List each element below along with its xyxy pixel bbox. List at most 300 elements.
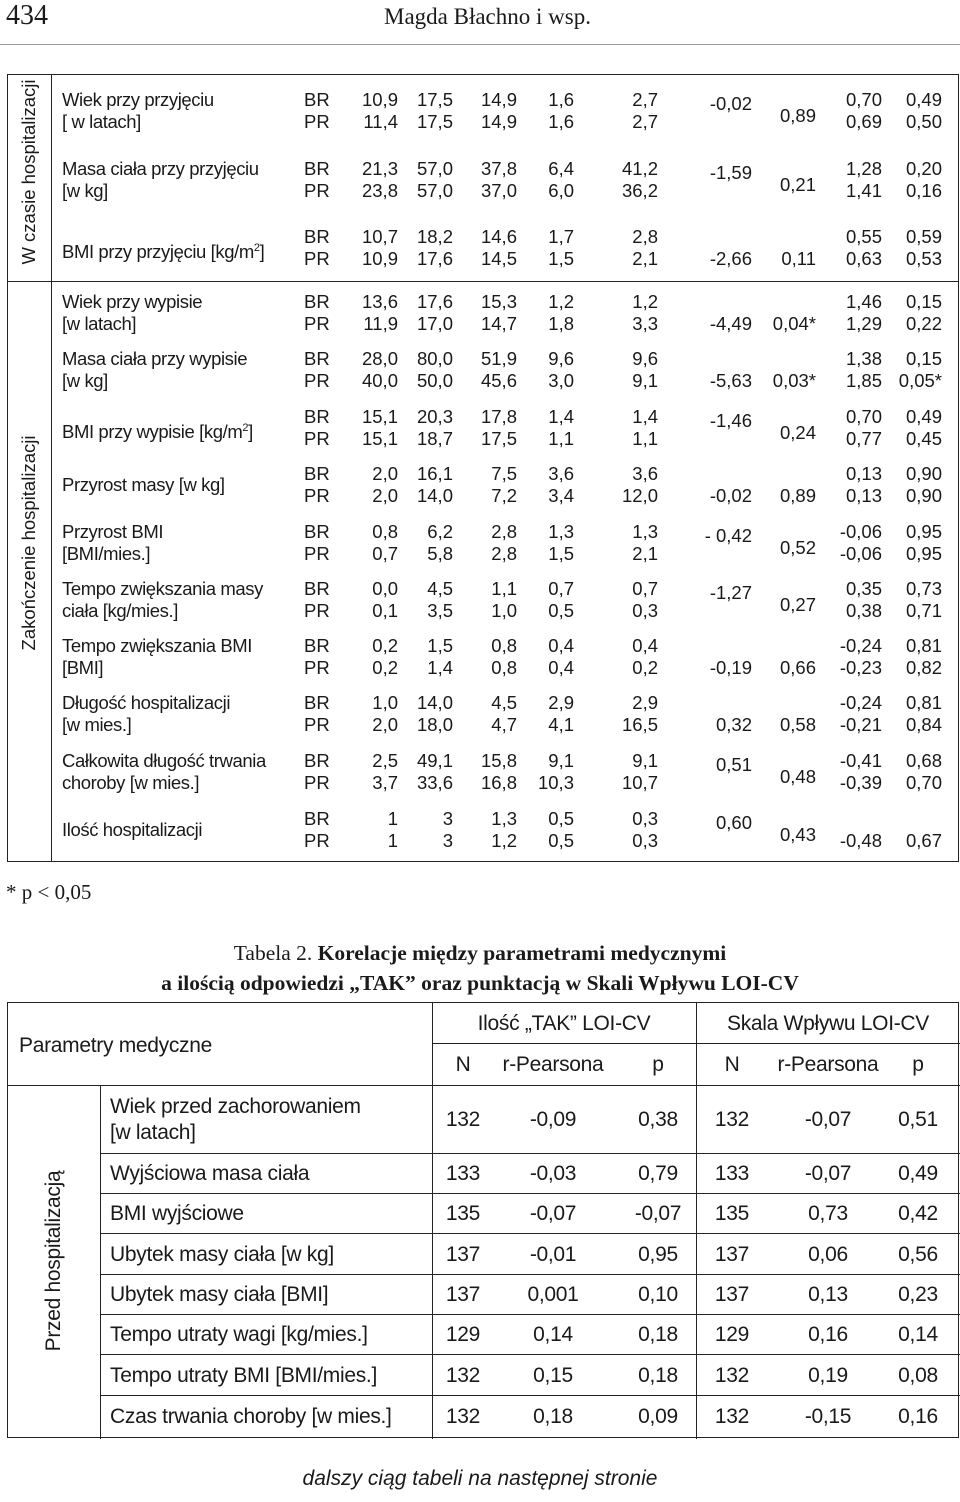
row-label xyxy=(62,348,247,392)
stat-value: 0,69 xyxy=(845,111,882,132)
row-label xyxy=(110,1322,368,1348)
t-statistic: -0,02 xyxy=(709,93,752,114)
row-label-line: Czas trwania choroby [w mies.] xyxy=(110,1405,392,1428)
table-row xyxy=(8,348,958,392)
t-statistic: -0,19 xyxy=(709,657,752,678)
stat-value: 1,1 xyxy=(548,428,574,449)
row-label-line: choroby [w mies.] xyxy=(62,772,200,793)
stat-value: 1,29 xyxy=(845,313,882,334)
stat-value: 14,9 xyxy=(480,89,517,110)
group-code: PR xyxy=(304,600,330,621)
row-label-line: Ilość hospitalizacji xyxy=(62,819,203,840)
stat-value: 4,7 xyxy=(491,714,517,735)
stat-value: 21,3 xyxy=(361,158,398,179)
cell-value: -0,15 xyxy=(804,1405,852,1428)
stat-value: 17,5 xyxy=(480,428,517,449)
stat-value: 0,3 xyxy=(632,808,658,829)
stat-value: 0,4 xyxy=(548,635,574,656)
p-value: 0,24 xyxy=(779,422,816,443)
stat-value: 0,16 xyxy=(905,180,942,201)
stat-value: -0,06 xyxy=(839,521,882,542)
stat-value: 9,1 xyxy=(632,750,658,771)
row-label-line: Przyrost masy [w kg] xyxy=(62,474,225,495)
stat-value: 1,3 xyxy=(491,808,517,829)
stat-value: 16,8 xyxy=(480,772,517,793)
p-value: 0,27 xyxy=(779,594,816,615)
stat-value: 0,2 xyxy=(372,635,398,656)
stat-value: 14,0 xyxy=(416,485,453,506)
table-rule xyxy=(100,1314,960,1315)
stat-value: 37,8 xyxy=(480,158,517,179)
table-caption xyxy=(0,938,960,998)
cell-value: -0,01 xyxy=(529,1242,577,1266)
stat-value: 15,1 xyxy=(361,406,398,427)
cell-value: 0,08 xyxy=(898,1363,938,1387)
row-label-line: [ w latach] xyxy=(62,111,141,132)
row-label xyxy=(110,1242,334,1268)
stat-value: -0,23 xyxy=(839,657,882,678)
stat-value: 2,8 xyxy=(632,226,658,247)
stat-value: 12,0 xyxy=(621,485,658,506)
stat-value: 1,5 xyxy=(548,248,574,269)
stat-value: 4,5 xyxy=(491,692,517,713)
header-group-tak: Ilość „TAK” LOI-CV xyxy=(477,1012,651,1035)
row-label-line: Tempo utraty BMI [BMI/mies.] xyxy=(110,1363,377,1387)
stat-value: 2,8 xyxy=(491,543,517,564)
cell-value: 0,09 xyxy=(638,1405,678,1428)
cell-value: -0,07 xyxy=(634,1202,682,1225)
stat-value: -0,39 xyxy=(839,772,882,793)
stat-value: 0,3 xyxy=(632,830,658,851)
stat-value: 0,1 xyxy=(372,600,398,621)
cell-value: 0,42 xyxy=(898,1202,938,1225)
stat-value: 0,5 xyxy=(548,808,574,829)
subheader: p xyxy=(912,1053,924,1076)
p-value: 0,89 xyxy=(779,485,816,506)
table-rule xyxy=(100,1395,960,1396)
stat-value: 0,05* xyxy=(898,370,942,391)
cell-value: 129 xyxy=(445,1323,481,1346)
table-rule xyxy=(100,1354,960,1355)
stat-value: 37,0 xyxy=(480,180,517,201)
stat-value: 3 xyxy=(442,830,453,851)
side-label-przed: Przed hospitalizacją xyxy=(42,1170,65,1352)
p-value: 0,52 xyxy=(779,537,816,558)
section-label-discharge: Zakończenie hospitalizacji xyxy=(18,435,39,651)
page-header xyxy=(0,0,960,45)
stat-value: 80,0 xyxy=(416,348,453,369)
row-label-line: Wiek przy wypisie xyxy=(62,291,203,312)
cell-value: -0,03 xyxy=(529,1162,577,1185)
stat-value: 1,3 xyxy=(548,521,574,542)
row-label-line: [BMI] xyxy=(62,657,104,678)
group-code: PR xyxy=(304,485,330,506)
row-label-line: [w kg] xyxy=(62,370,108,391)
stat-value: 6,2 xyxy=(427,521,453,542)
t-statistic: -1,59 xyxy=(709,162,752,183)
row-label xyxy=(62,521,163,565)
stat-value: -0,41 xyxy=(839,750,882,771)
stat-value: 0,15 xyxy=(905,348,942,369)
stat-value: 1,2 xyxy=(548,291,574,312)
group-code: PR xyxy=(304,543,330,564)
cell-value: 0,23 xyxy=(898,1283,938,1306)
group-code: PR xyxy=(304,714,330,735)
stat-value: 0,2 xyxy=(632,657,658,678)
stat-value: 3 xyxy=(442,808,453,829)
row-label-text: BMI przy wypisie [kg/m xyxy=(62,421,243,443)
stat-value: 17,6 xyxy=(416,248,453,269)
table-row xyxy=(8,521,958,565)
row-label xyxy=(62,417,253,443)
stat-value: 33,6 xyxy=(416,772,453,793)
stat-value: 1,3 xyxy=(632,521,658,542)
group-code: PR xyxy=(304,248,330,269)
header-parametry: Parametry medyczne xyxy=(19,1034,213,1057)
stat-value: 0,59 xyxy=(905,226,942,247)
group-code: BR xyxy=(304,226,330,247)
cell-value: -0,07 xyxy=(804,1162,852,1185)
group-code: BR xyxy=(304,750,330,771)
p-value: 0,21 xyxy=(779,174,816,195)
stat-value: 0,70 xyxy=(845,406,882,427)
stat-value: 17,6 xyxy=(416,291,453,312)
stat-value: 1,46 xyxy=(845,291,882,312)
row-label xyxy=(62,291,202,335)
stat-value: 6,4 xyxy=(548,158,574,179)
t-statistic: -1,27 xyxy=(709,582,752,603)
stat-value: 9,1 xyxy=(548,750,574,771)
stat-value: 14,7 xyxy=(480,313,517,334)
row-label-text: BMI przy przyjęciu [kg/m xyxy=(62,241,254,263)
stat-value: 18,2 xyxy=(416,226,453,247)
stat-value: 40,0 xyxy=(361,370,398,391)
stat-value: 3,4 xyxy=(548,485,574,506)
row-label xyxy=(110,1201,244,1227)
group-code: PR xyxy=(304,772,330,793)
table-row xyxy=(8,158,958,202)
group-code: PR xyxy=(304,313,330,334)
t-statistic: 0,32 xyxy=(715,714,752,735)
stat-value: 3,5 xyxy=(427,600,453,621)
row-label-line: [w latach] xyxy=(62,313,137,334)
stat-value: 0,2 xyxy=(372,657,398,678)
stat-value: 0,8 xyxy=(491,657,517,678)
p-value: 0,66 xyxy=(779,657,816,678)
cell-value: 0,001 xyxy=(527,1283,579,1306)
section-divider xyxy=(8,281,958,282)
stat-value: 0,95 xyxy=(905,521,942,542)
cell-value: 0,79 xyxy=(638,1162,678,1185)
cell-value: 0,14 xyxy=(898,1323,938,1346)
row-label xyxy=(110,1404,392,1430)
stat-value: 0,81 xyxy=(905,635,942,656)
stat-value: 0,35 xyxy=(845,578,882,599)
p-value: 0,04* xyxy=(772,313,816,334)
stat-value: 0,71 xyxy=(905,600,942,621)
cell-value: 0,16 xyxy=(808,1323,848,1346)
group-code: PR xyxy=(304,657,330,678)
cell-value: 135 xyxy=(445,1202,481,1225)
table-row xyxy=(8,89,958,133)
stat-value: 2,0 xyxy=(372,485,398,506)
stat-value: 0,5 xyxy=(548,830,574,851)
row-label-suffix: ] xyxy=(259,241,265,263)
header-group-skala: Skala Wpływu LOI-CV xyxy=(726,1012,930,1035)
p-value: 0,03* xyxy=(772,370,816,391)
running-head-authors: Magda Błachno i wsp. xyxy=(384,4,591,29)
stat-value: 0,20 xyxy=(905,158,942,179)
stat-value: 18,0 xyxy=(416,714,453,735)
stat-value: 3,0 xyxy=(548,370,574,391)
cell-value: 0,73 xyxy=(808,1202,848,1225)
row-label xyxy=(62,750,266,794)
stat-value: -0,24 xyxy=(839,635,882,656)
group-code: BR xyxy=(304,808,330,829)
stat-value: 57,0 xyxy=(416,158,453,179)
stat-value: 0,49 xyxy=(905,89,942,110)
stat-value: 17,5 xyxy=(416,111,453,132)
stat-value: 5,8 xyxy=(427,543,453,564)
stat-value: 0,81 xyxy=(905,692,942,713)
stat-value: 41,2 xyxy=(621,158,658,179)
table-row xyxy=(8,291,958,335)
stat-value: 0,13 xyxy=(845,463,882,484)
stat-value: 1,6 xyxy=(548,111,574,132)
stat-value: 10,9 xyxy=(361,89,398,110)
cell-value: 0,18 xyxy=(533,1405,573,1428)
stat-value: 36,2 xyxy=(621,180,658,201)
cell-value: -0,07 xyxy=(529,1202,577,1225)
cell-value: 132 xyxy=(445,1363,481,1387)
row-label xyxy=(62,158,259,202)
group-code: PR xyxy=(304,830,330,851)
stat-value: 14,5 xyxy=(480,248,517,269)
stat-value: 10,3 xyxy=(537,772,574,793)
stat-value: 7,2 xyxy=(491,485,517,506)
row-label-line: Tempo zwiększania BMI xyxy=(62,635,253,656)
stat-value: 2,9 xyxy=(632,692,658,713)
stat-value: 1,0 xyxy=(372,692,398,713)
stat-value: 4,5 xyxy=(427,578,453,599)
stat-value: 14,0 xyxy=(416,692,453,713)
cell-value: 0,56 xyxy=(898,1242,938,1266)
p-value: 0,89 xyxy=(779,105,816,126)
stat-value: 1,85 xyxy=(845,370,882,391)
stat-value: 1,4 xyxy=(632,406,658,427)
t-statistic: -5,63 xyxy=(709,370,752,391)
group-code: BR xyxy=(304,158,330,179)
stat-value: 1,4 xyxy=(548,406,574,427)
row-label-line: [w kg] xyxy=(62,180,108,201)
row-label-line: Całkowita długość trwania xyxy=(62,750,266,771)
group-code: PR xyxy=(304,111,330,132)
stat-value: 28,0 xyxy=(361,348,398,369)
caption-prefix: Tabela 2. xyxy=(233,941,313,965)
stat-value: 1,5 xyxy=(427,635,453,656)
stat-value: 1 xyxy=(387,830,398,851)
stat-value: 0,73 xyxy=(905,578,942,599)
stat-value: 17,0 xyxy=(416,313,453,334)
table-row xyxy=(8,226,958,270)
row-label xyxy=(62,237,264,263)
stat-value: 0,4 xyxy=(548,657,574,678)
stat-value: 2,5 xyxy=(372,750,398,771)
row-label-line: ciała [kg/mies.] xyxy=(62,600,178,621)
row-label xyxy=(110,1161,309,1187)
t-statistic: -2,66 xyxy=(709,248,752,269)
stat-value: 0,22 xyxy=(905,313,942,334)
stat-value: 6,0 xyxy=(548,180,574,201)
stat-value: 3,3 xyxy=(632,313,658,334)
row-label xyxy=(110,1363,377,1389)
stat-value: 0,7 xyxy=(632,578,658,599)
stat-value: 0,7 xyxy=(548,578,574,599)
stat-value: 0,95 xyxy=(905,543,942,564)
stat-value: 9,6 xyxy=(632,348,658,369)
table-row xyxy=(8,692,958,736)
group-code: PR xyxy=(304,428,330,449)
cell-value: 0,18 xyxy=(638,1363,678,1387)
stat-value: 0,38 xyxy=(845,600,882,621)
table-rule xyxy=(100,1153,960,1154)
stat-value: 1,6 xyxy=(548,89,574,110)
stat-value: 2,0 xyxy=(372,714,398,735)
continued-note: dalszy ciąg tabeli na następnej stronie xyxy=(302,1467,658,1490)
stat-value: 0,50 xyxy=(905,111,942,132)
stat-value: 4,1 xyxy=(548,714,574,735)
stat-value: 14,6 xyxy=(480,226,517,247)
stat-value: 13,6 xyxy=(361,291,398,312)
p-value: 0,58 xyxy=(779,714,816,735)
cell-value: 137 xyxy=(714,1242,750,1266)
row-label-line: Wiek przed zachorowaniem xyxy=(110,1095,361,1118)
stat-value: 2,0 xyxy=(372,463,398,484)
cell-value: 132 xyxy=(445,1108,481,1131)
stat-value: 0,68 xyxy=(905,750,942,771)
stat-value: 18,7 xyxy=(416,428,453,449)
cell-value: -0,07 xyxy=(804,1108,852,1131)
stat-value: 2,7 xyxy=(632,89,658,110)
caption-title-1: Korelacje między parametrami medycznymi xyxy=(317,941,727,965)
stat-value: 51,9 xyxy=(480,348,517,369)
stat-value: 3,6 xyxy=(548,463,574,484)
cell-value: 137 xyxy=(445,1283,481,1306)
row-label-line: Masa ciała przy przyjęciu xyxy=(62,158,259,179)
stat-value: 3,7 xyxy=(372,772,398,793)
stat-value: 1,2 xyxy=(632,291,658,312)
stat-value: 10,7 xyxy=(361,226,398,247)
stat-value: 1,0 xyxy=(491,600,517,621)
table-rule xyxy=(100,1193,960,1194)
table-correlations xyxy=(7,1002,959,1438)
stat-value: 0,55 xyxy=(845,226,882,247)
stat-value: 0,7 xyxy=(372,543,398,564)
stat-value: 2,1 xyxy=(632,248,658,269)
stat-value: 17,8 xyxy=(480,406,517,427)
cell-value: 0,16 xyxy=(898,1405,938,1428)
cell-value: 0,19 xyxy=(808,1363,848,1387)
footnote: * p < 0,05 xyxy=(6,880,92,904)
caption-line-1 xyxy=(0,938,960,968)
stat-value: 1 xyxy=(387,808,398,829)
stat-value: 0,3 xyxy=(632,600,658,621)
group-code: BR xyxy=(304,692,330,713)
subheader: p xyxy=(652,1053,664,1076)
table-hospitalization-stats xyxy=(7,74,959,862)
group-code: BR xyxy=(304,406,330,427)
stat-value: 0,5 xyxy=(548,600,574,621)
stat-value: 9,6 xyxy=(548,348,574,369)
cell-value: 0,14 xyxy=(533,1323,573,1346)
t-statistic: 0,51 xyxy=(715,754,752,775)
stat-value: 1,38 xyxy=(845,348,882,369)
caption-title-2: a ilością odpowiedzi „TAK” oraz punktacją w Skali Wpływu LOI-CV xyxy=(161,971,799,995)
stat-value: -0,24 xyxy=(839,692,882,713)
table-rule xyxy=(100,1274,960,1275)
cell-value: 0,38 xyxy=(638,1108,678,1131)
stat-value: 7,5 xyxy=(491,463,517,484)
stat-value: 0,0 xyxy=(372,578,398,599)
group-code: PR xyxy=(304,370,330,391)
row-label-line: Tempo zwiększania masy xyxy=(62,578,263,599)
stat-value: 20,3 xyxy=(416,406,453,427)
cell-value: 0,49 xyxy=(898,1162,938,1185)
stat-value: 9,1 xyxy=(632,370,658,391)
stat-value: 3,6 xyxy=(632,463,658,484)
cell-value: 0,95 xyxy=(638,1242,678,1266)
p-value: 0,11 xyxy=(781,248,816,269)
group-code: BR xyxy=(304,521,330,542)
stat-value: 0,90 xyxy=(905,463,942,484)
group-code: BR xyxy=(304,89,330,110)
table-rule xyxy=(8,1085,960,1086)
stat-value: 1,28 xyxy=(845,158,882,179)
p-value: 0,43 xyxy=(779,824,816,845)
stat-value: 0,8 xyxy=(491,635,517,656)
table-row xyxy=(8,808,958,852)
row-label-line: Wiek przy przyjęciu xyxy=(62,89,214,110)
cell-value: 135 xyxy=(714,1202,750,1225)
row-label-line: Ubytek masy ciała [BMI] xyxy=(110,1283,329,1306)
cell-value: 132 xyxy=(714,1363,750,1387)
t-statistic: 0,60 xyxy=(715,812,752,833)
stat-value: 2,1 xyxy=(632,543,658,564)
row-label-line: Długość hospitalizacji xyxy=(62,692,231,713)
stat-value: 14,9 xyxy=(480,111,517,132)
t-statistic: - 0,42 xyxy=(704,525,752,546)
row-label xyxy=(62,635,252,679)
stat-value: 0,4 xyxy=(632,635,658,656)
stat-value: 0,8 xyxy=(372,521,398,542)
stat-value: 17,5 xyxy=(416,89,453,110)
t-statistic: -4,49 xyxy=(709,313,752,334)
cell-value: 132 xyxy=(714,1108,750,1131)
stat-value: 0,67 xyxy=(905,830,942,851)
stat-value: 1,8 xyxy=(548,313,574,334)
stat-value: 15,3 xyxy=(480,291,517,312)
stat-value: -0,21 xyxy=(839,714,882,735)
stat-value: 0,15 xyxy=(905,291,942,312)
stat-value: 23,8 xyxy=(361,180,398,201)
table-row xyxy=(8,578,958,622)
stat-value: 1,1 xyxy=(632,428,658,449)
cell-value: 133 xyxy=(445,1162,481,1185)
cell-value: 133 xyxy=(714,1162,750,1185)
cell-value: 129 xyxy=(714,1323,750,1346)
cell-value: 137 xyxy=(445,1242,481,1266)
p-value: 0,48 xyxy=(779,766,816,787)
